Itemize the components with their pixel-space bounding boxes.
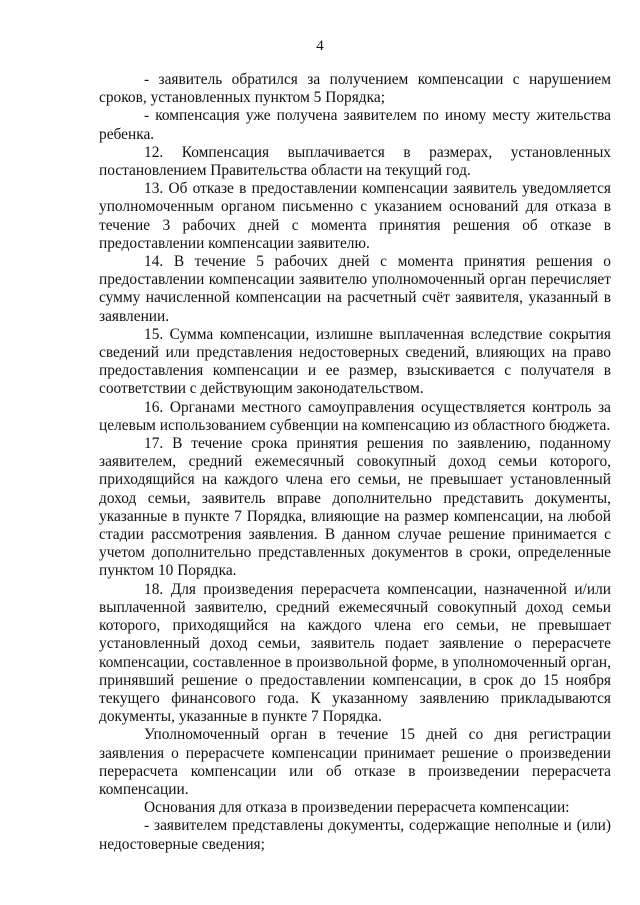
paragraph-already-received: - компенсация уже получена заявителем по иному месту жительства ребенка. bbox=[99, 107, 611, 143]
paragraph-14: 14. В течение 5 рабочих дней с момента принятия решения о предоставлении компенсации заявителю уполномоченный орган перечисляет сумму начисленной компенсации на расчетный счёт заявителя, указанный в заявлении. bbox=[99, 253, 611, 325]
paragraph-refusal-ground-incomplete-docs: - заявителем представлены документы, содержащие неполные и (или) недостоверные сведения; bbox=[99, 817, 611, 853]
paragraph-16: 16. Органами местного самоуправления осуществляется контроль за целевым использованием субвенции на компенсацию из областного бюджета. bbox=[99, 398, 611, 434]
paragraph-12: 12. Компенсация выплачивается в размерах, установленных постановлением Правительства области на текущий год. bbox=[99, 143, 611, 180]
paragraph-17: 17. В течение срока принятия решения по заявлению, поданному заявителем, средний ежемесячный совокупный доход семьи которого, приходящийся на каждого члена его семьи, не превышает установленный доход семьи, заявитель вправе дополнительно представить документы, указанные в пункте 7 Порядка, влияющие на размер компенсации, на любой стадии рассмотрения заявления. В данном случае решение принимается с учетом дополнительно представленных документов в сроки, определенные пунктом 10 Порядка. bbox=[99, 435, 611, 580]
page-number: 4 bbox=[316, 38, 324, 54]
paragraph-refusal-grounds-heading: Основания для отказа в произведении перерасчета компенсации: bbox=[144, 799, 570, 817]
document-body bbox=[99, 71, 611, 854]
paragraph-18: 18. Для произведения перерасчета компенсации, назначенной и/или выплаченной заявителю, средний ежемесячный совокупный доход семьи которого, приходящийся на каждого члена его семьи, не превышает установленный доход семьи, заявитель подает заявление о перерасчете компенсации, составленное в произвольной форме, в уполномоченный орган, принявший решение о предоставлении компенсации, в срок до 15 ноября текущего финансового года. К указанному заявлению прикладываются документы, указанные в пункте 7 Порядка. bbox=[99, 580, 611, 726]
paragraph-15: 15. Сумма компенсации, излишне выплаченная вследствие сокрытия сведений или представления недостоверных сведений, влияющих на право предоставления компенсации и ее размер, взыскивается с получателя в соответствии с действующим законодательством. bbox=[99, 325, 611, 398]
paragraph-violation-of-deadlines: - заявитель обратился за получением компенсации с нарушением сроков, установленных пунктом 5 Порядка; bbox=[99, 71, 611, 107]
paragraph-authorized-body-decision: Уполномоченный орган в течение 15 дней со дня регистрации заявления о перерасчете компенсации принимает решение о произведении перерасчета компенсации или об отказе в произведении перерасчета компенсации. bbox=[99, 726, 611, 798]
paragraph-13: 13. Об отказе в предоставлении компенсации заявитель уведомляется уполномоченным органом письменно с указанием оснований для отказа в течение 3 рабочих дней с момента принятия решения об отказе в предоставлении компенсации заявителю. bbox=[99, 180, 611, 252]
